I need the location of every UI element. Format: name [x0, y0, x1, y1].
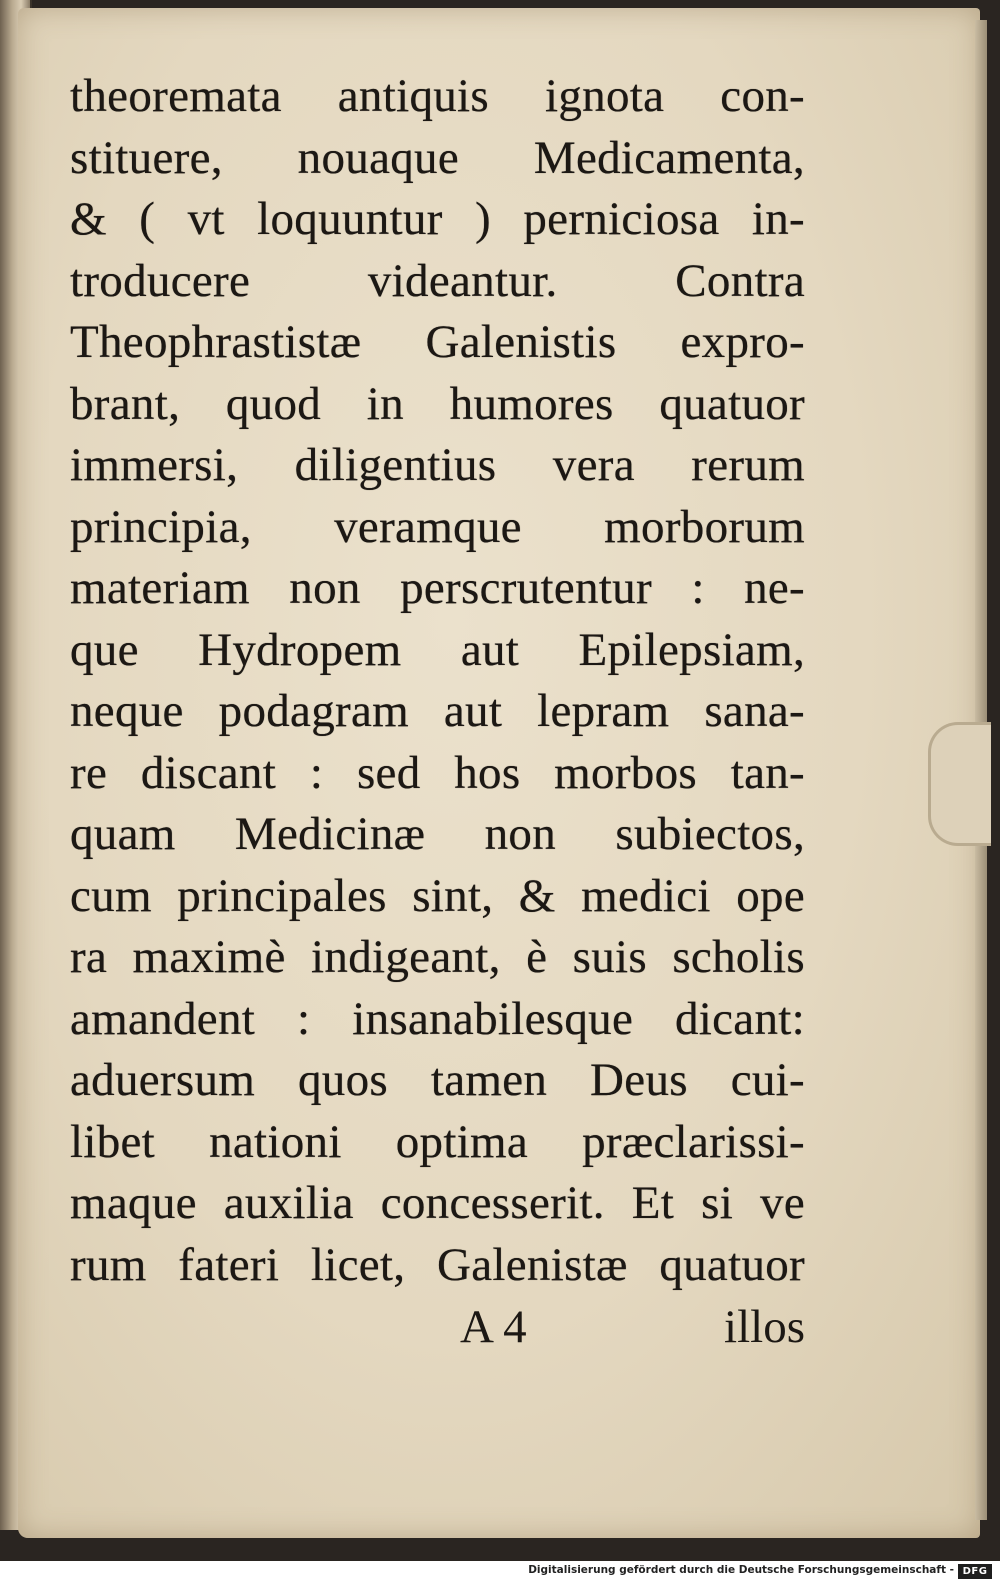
footer-credit: Digitalisierung gefördert durch die Deutsche Forschungsgemeinschaft - [528, 1564, 954, 1576]
page-foot-line [70, 1300, 805, 1361]
text-line: re discant : sed hos morbos tan- [70, 746, 805, 799]
text-line: cum principales sint, & medici ope [70, 869, 805, 922]
catchword: illos [724, 1301, 805, 1353]
text-line: amandent : insanabilesque dicant: [70, 992, 805, 1045]
text-line: troducere videantur. Contra [70, 254, 805, 307]
text-line: rum fateri licet, Galenistæ quatuor [70, 1238, 805, 1291]
text-line: principia, veramque morborum [70, 500, 805, 553]
text-line: que Hydropem aut Epilepsiam, [70, 623, 805, 676]
text-line: & ( vt loquuntur ) perniciosa in- [70, 193, 805, 245]
text-line: Theophrastistæ Galenistis expro- [70, 316, 805, 368]
footer-bar [0, 1561, 1000, 1583]
clasp-tab [928, 722, 991, 846]
dfg-logo: DFG [958, 1564, 992, 1579]
text-line: ra maximè indigeant, è suis scholis [70, 931, 805, 983]
text-line: libet nationi optima præclarissi- [70, 1115, 805, 1168]
text-line: immersi, diligentius vera rerum [70, 439, 805, 491]
signature-mark: A 4 [460, 1301, 527, 1353]
text-line: maque auxilia concesserit. Et si ve [70, 1177, 805, 1229]
text-line: aduersum quos tamen Deus cui- [70, 1054, 805, 1106]
text-line: theoremata antiquis ignota con- [70, 70, 805, 122]
text-line: neque podagram aut lepram sana- [70, 685, 805, 737]
text-line: materiam non perscrutentur : ne- [70, 562, 805, 614]
text-line: stituere, nouaque Medicamenta, [70, 131, 805, 184]
page-text [70, 66, 805, 1296]
text-line: quam Medicinæ non subiectos, [70, 808, 805, 860]
text-line: brant, quod in humores quatuor [70, 377, 805, 430]
